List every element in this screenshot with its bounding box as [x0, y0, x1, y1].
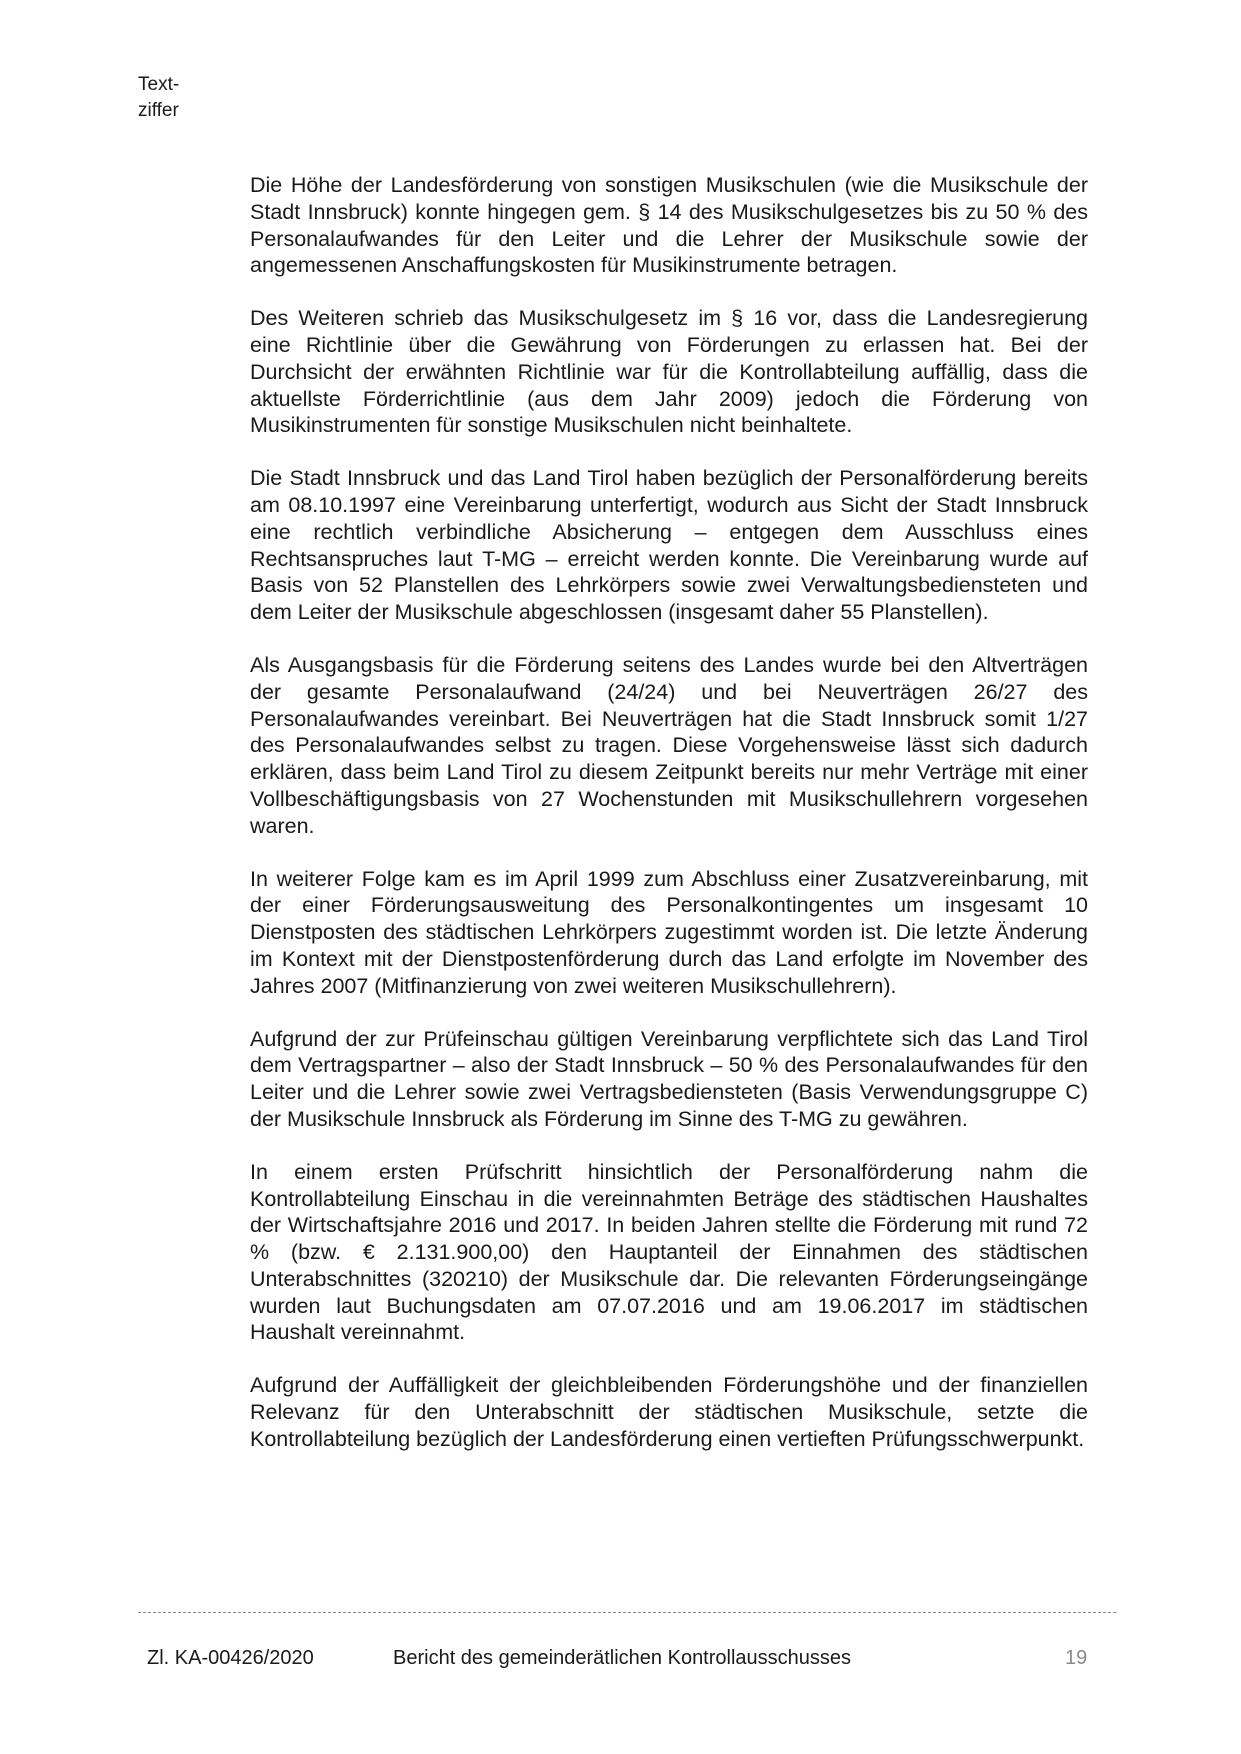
- paragraph-verpflichtung-land: Aufgrund der zur Prüfeinschau gültigen Vereinbarung verpflichtete sich das Land Tirol dem Vertragspartner – also der Stadt Innsbruck – 50 % des Personalaufwandes für den Leiter und die Lehrer sowie zwei Vertragsbediensteten (Basis Verwendungsgruppe C) der Musikschule Innsbruck als Förderung im Sinne des T-MG zu gewähren.: [250, 1026, 1088, 1131]
- margin-label-textziffer: Text- ziffer: [138, 74, 180, 121]
- paragraph-pruefungsschwerpunkt: Aufgrund der Auffälligkeit der gleichbleibenden Förderungshöhe und der finanziellen Relevanz für den Unterabschnitt der städtischen Musikschule, setzte die Kontrollabteilung bezüglich der Landesförderung einen vertieften Prüfungsschwerpunkt.: [250, 1373, 1088, 1451]
- paragraph-ausgangsbasis: Als Ausgangsbasis für die Förderung seitens des Landes wurde bei den Altverträgen der gesamte Personalaufwand (24/24) und bei Neuverträgen 26/27 des Personalaufwandes vereinbart. Bei Neuverträgen hat die Stadt Innsbruck somit 1/27 des Personalaufwandes selbst zu tragen. Diese Vorgehensweise lässt sich dadurch erklären, dass beim Land Tirol zu diesem Zeitpunkt bereits nur mehr Verträge mit einer Vollbeschäftigungsbasis von 27 Wochenstunden mit Musikschullehrern vorgesehen waren.: [250, 652, 1088, 838]
- paragraph-pruefschritt: In einem ersten Prüfschritt hinsichtlich der Personalförderung nahm die Kontrollabteilung Einschau in die vereinnahmten Beträge des städtischen Haushaltes der Wirtschaftsjahre 2016 und 2017. In beiden Jahren stellte die Förderung mit rund 72 % (bzw. € 2.131.900,00) den Hauptanteil der Einnahmen des städtischen Unterabschnittes (320210) der Musikschule dar. Die relevanten Förderungseingänge wurden laut Buchungsdaten am 07.07.2016 und am 19.06.2017 im städtischen Haushalt vereinnahmt.: [250, 1159, 1088, 1345]
- page-number: 19: [1065, 1647, 1088, 1669]
- paragraph-vereinbarung-1997: Die Stadt Innsbruck und das Land Tirol haben bezüglich der Personalförderung bereits am 08.10.1997 eine Vereinbarung unterfertigt, wodurch aus Sicht der Stadt Innsbruck eine rechtlich verbindliche Absicherung – entgegen dem Ausschluss eines Rechtsanspruches laut T-MG – erreicht werden konnte. Die Vereinbarung wurde auf Basis von 52 Planstellen des Lehrkörpers sowie zwei Verwaltungsbediensteten und dem Leiter der Musikschule abgeschlossen (insgesamt daher 55 Planstellen).: [250, 466, 1088, 625]
- report-body: [250, 172, 1088, 1479]
- paragraph-zusatzvereinbarung: In weiterer Folge kam es im April 1999 zum Abschluss einer Zusatzvereinbarung, mit der einer Förderungsausweitung des Personalkontingentes um insgesamt 10 Dienstposten des städtischen Lehrkörpers zugestimmt worden ist. Die letzte Änderung im Kontext mit der Dienstpostenförderung durch das Land erfolgte im November des Jahres 2007 (Mitfinanzierung von zwei weiteren Musikschullehrern).: [250, 866, 1088, 998]
- footer-divider: [138, 1612, 1116, 1613]
- paragraph-foerderrichtlinie: Des Weiteren schrieb das Musikschulgesetz im § 16 vor, dass die Landesregierung eine Richtlinie über die Gewährung von Förderungen zu erlassen hat. Bei der Durchsicht der erwähnten Richtlinie war für die Kontrollabteilung auffällig, dass die aktuellste Förderrichtlinie (aus dem Jahr 2009) jedoch die Förderung von Musikinstrumenten für sonstige Musikschulen nicht beinhaltete.: [250, 306, 1088, 438]
- paragraph-landesfoerderung-hoehe: Die Höhe der Landesförderung von sonstigen Musikschulen (wie die Musikschule der Stadt Innsbruck) konnte hingegen gem. § 14 des Musikschulgesetzes bis zu 50 % des Personalaufwandes für den Leiter und die Lehrer der Musikschule sowie der angemessenen Anschaffungskosten für Musikinstrumente betragen.: [250, 173, 1088, 278]
- footer-report-title: Bericht des gemeinderätlichen Kontrollausschusses: [393, 1647, 852, 1669]
- footer-reference: Zl. KA-00426/2020: [147, 1647, 314, 1669]
